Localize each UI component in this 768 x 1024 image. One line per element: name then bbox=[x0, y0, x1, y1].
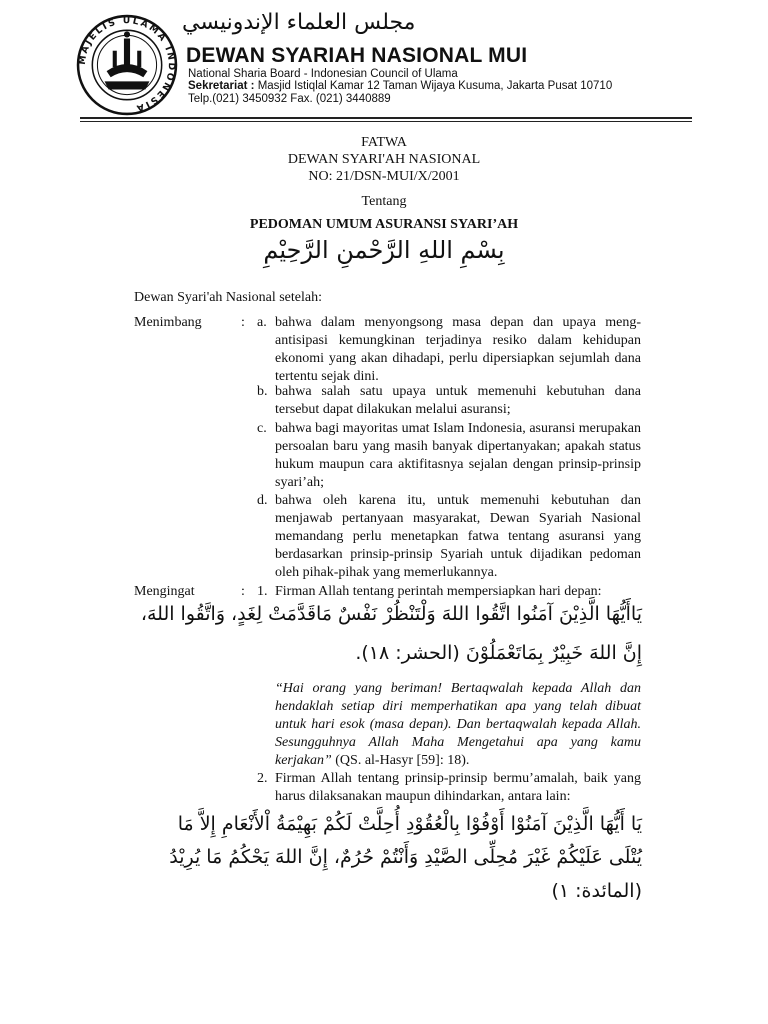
quran-verse-line: إِنَّ اللهَ خَبِيْرٌ بِمَاتَعْمَلُوْنَ (الحشر: ١٨). bbox=[355, 642, 642, 664]
quran-verse-line: يُتْلَى عَلَيْكُمْ غَيْرَ مُحِلِّى الصَّيْدِ وَأَنْتُمْ حُرُمٌ، إِنَّ اللهَ يَحْكُمُ مَا يُرِيْدُ bbox=[169, 846, 642, 868]
intro-text: Dewan Syari'ah Nasional setelah: bbox=[134, 290, 322, 305]
council-name: DEWAN SYARI'AH NASIONAL bbox=[287, 152, 481, 167]
item-mark: 2. bbox=[257, 771, 268, 786]
item-mark: c. bbox=[257, 421, 267, 436]
secretariat-address: Masjid Istiqlal Kamar 12 Taman Wijaya Kusuma, Jakarta Pusat 10710 bbox=[257, 80, 613, 92]
mengingat-label: Mengingat bbox=[134, 584, 195, 599]
item-text: bahwa bagi mayoritas umat Islam Indonesia, asuransi merupakan persoalan baru yang masih banyak dipertanyakan; apakah status hukum maupun cara aktifitasnya sejalan dengan prinsip-prinsip syari’ah; bbox=[275, 421, 641, 490]
item-text: Firman Allah tentang prinsip-prinsip bermu’amalah, baik yang harus dilaksanakan maupun dihindarkan, antara lain: bbox=[275, 771, 641, 804]
fatwa-label: FATWA bbox=[361, 135, 407, 150]
mui-logo bbox=[76, 14, 178, 116]
verse-reference: (QS. al-Hasyr [59]: 18). bbox=[331, 753, 470, 768]
quran-verse-line: يَاأَيُّهَا الَّذِيْنَ آمَنُوا اتَّقُوا اللهَ وَلْتَنْظُرْ نَفْسٌ مَاقَدَّمَتْ لِغَدٍ، وَاتَّقُوا اللهَ، bbox=[140, 603, 642, 625]
item-mark: 1. bbox=[257, 584, 268, 599]
org-name: DEWAN SYARIAH NASIONAL MUI bbox=[186, 44, 528, 67]
arabic-org-name: مجلس العلماء الإندونيسي bbox=[182, 10, 416, 35]
menimbang-label: Menimbang bbox=[134, 315, 202, 330]
fatwa-title: PEDOMAN UMUM ASURANSI SYARI’AH bbox=[249, 217, 519, 232]
item-mark: a. bbox=[257, 315, 267, 330]
verse-translation bbox=[275, 680, 641, 770]
header-rule bbox=[80, 117, 692, 119]
logo-ring-text: MAJELIS ULAMA INDONESIA bbox=[76, 15, 178, 115]
org-subtitle: National Sharia Board - Indonesian Council of Ulama bbox=[188, 68, 458, 80]
item-mark: d. bbox=[257, 493, 268, 508]
translation-text: “Hai orang yang beriman! Bertaqwalah kepada Allah dan hendaklah setiap diri memperhatikan apa yang telah dibuat untuk hari esok (masa depan). Dan bertaqwalah kepada Allah. Sesungguhnya Allah Maha Mengetahui apa yang kamu kerjakan” bbox=[275, 681, 641, 768]
item-mark: b. bbox=[257, 384, 268, 399]
item-text: Firman Allah tentang perintah mempersiapkan hari depan: bbox=[275, 584, 602, 599]
secretariat-label: Sekretariat : bbox=[188, 80, 255, 92]
fatwa-number: NO: 21/DSN-MUI/X/2001 bbox=[308, 169, 460, 184]
secretariat-line bbox=[188, 80, 612, 92]
mengingat-colon: : bbox=[241, 584, 245, 599]
menimbang-colon: : bbox=[241, 315, 245, 330]
item-text: bahwa salah satu upaya untuk memenuhi kebutuhan dana tersebut dapat dilakukan melalui asuransi; bbox=[275, 384, 641, 417]
phone-fax: Telp.(021) 3450932 Fax. (021) 3440889 bbox=[188, 93, 391, 105]
letterhead bbox=[0, 0, 768, 125]
header-rule-thin bbox=[80, 121, 692, 122]
item-text: bahwa dalam menyongsong masa depan dan upaya meng-antisipasi kemungkinan terjadinya resiko dalam kehidupan ekonomi yang akan dihadapi, perlu dipersiapkan sejumlah dana tertentu sejak dini. bbox=[275, 315, 641, 384]
item-text: bahwa oleh karena itu, untuk memenuhi kebutuhan dan menjawab pertanyaan masyarakat, Dewan Syariah Nasional memandang perlu menetapkan fatwa tentang asuransi yang berdasarkan prinsip-prinsip Syariah untuk dijadikan pedoman oleh pihak-pihak yang memerlukannya. bbox=[275, 493, 641, 580]
basmalah: بِسْمِ اللهِ الرَّحْمنِ الرَّحِيْمِ bbox=[263, 236, 505, 264]
about-label: Tentang bbox=[361, 194, 407, 209]
quran-verse-line: يَا أَيُّهَا الَّذِيْنَ آمَنُوْا أَوْفُوْا بِالْعُقُوْدِ أُحِلَّتْ لَكُمْ بَهِيْمَةُ اْلأَنْعَامِ إِلاَّ مَا bbox=[177, 813, 642, 835]
quran-verse-reference: (المائدة: ١) bbox=[551, 880, 642, 902]
